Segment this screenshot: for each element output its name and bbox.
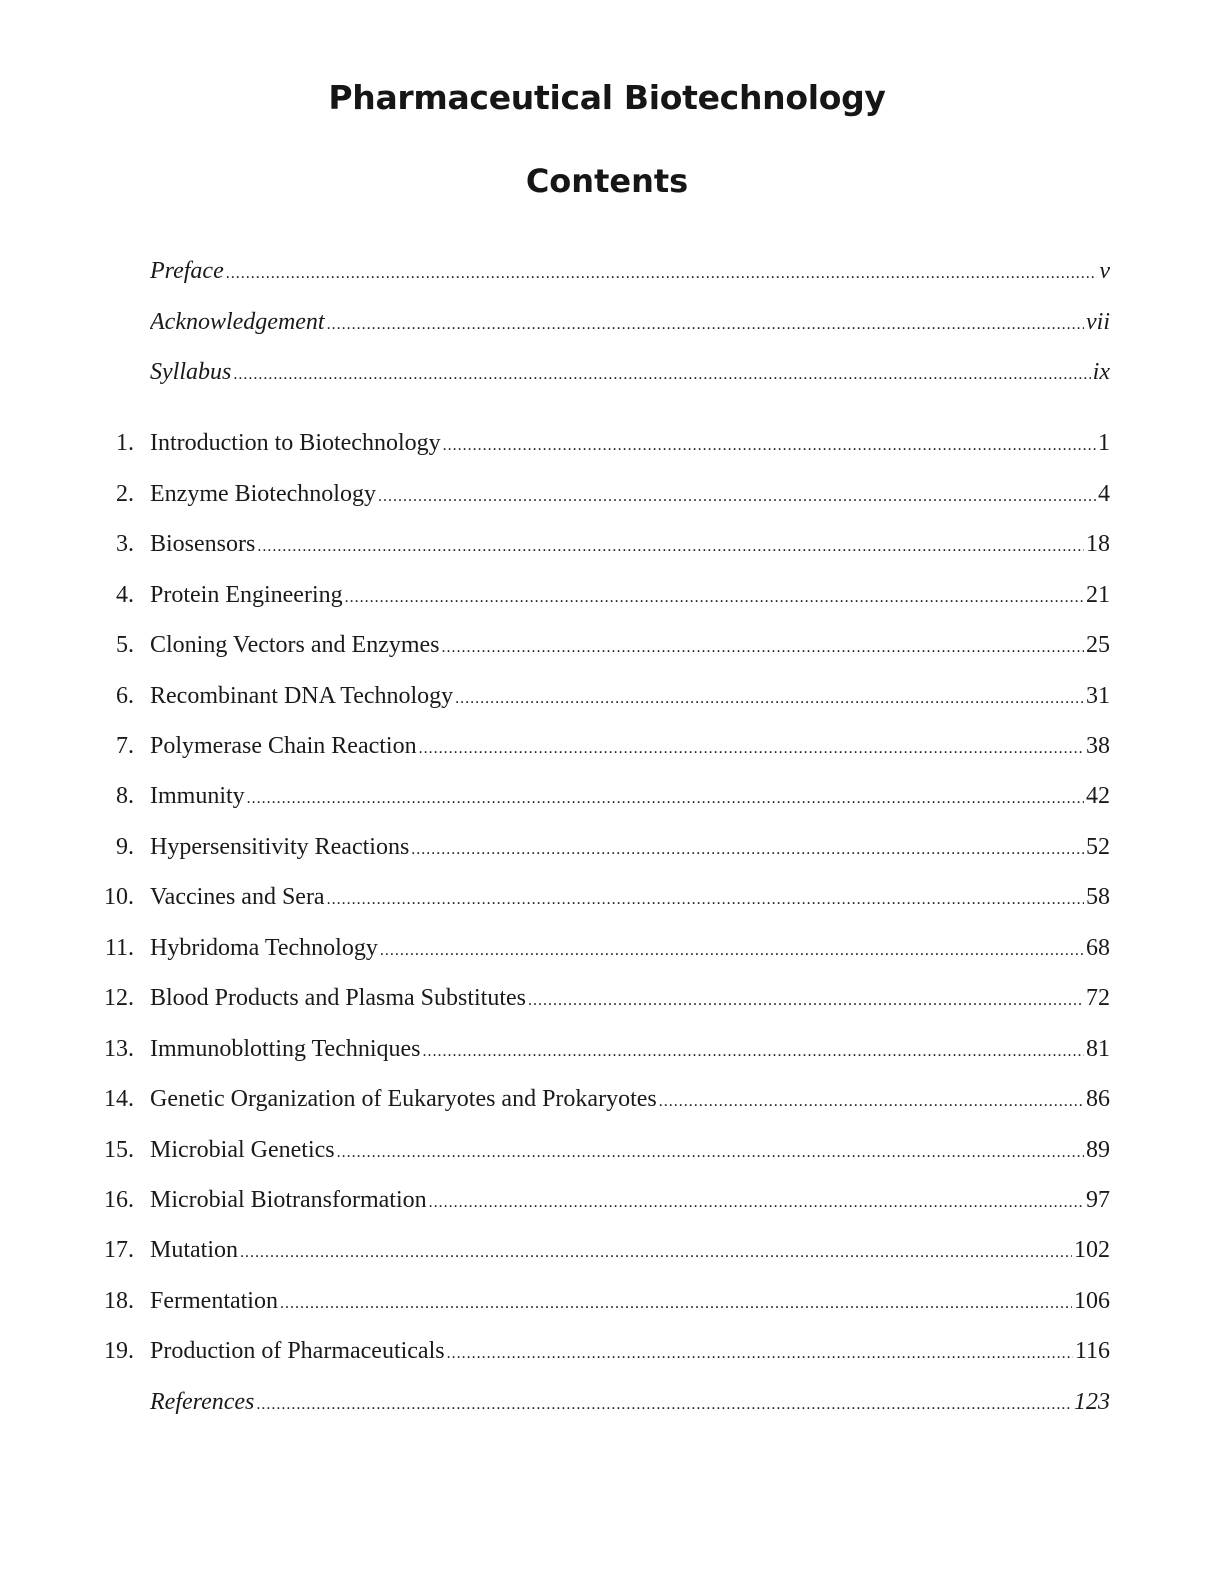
toc-entry-preface[interactable] — [96, 255, 1110, 287]
dot-leader — [659, 1086, 1084, 1115]
dot-leader — [380, 935, 1084, 964]
toc-entry-page: 116 — [1074, 1338, 1110, 1364]
chapter-number: 6. — [116, 683, 134, 709]
toc-entry-page: 52 — [1086, 834, 1110, 860]
chapter-number: 18. — [104, 1288, 134, 1314]
toc-entry-chapter[interactable] — [96, 427, 1110, 459]
toc-entry-page: 72 — [1086, 985, 1110, 1011]
toc-entry-page: 68 — [1086, 935, 1110, 961]
toc-entry-chapter[interactable] — [96, 528, 1110, 560]
chapter-number: 19. — [104, 1338, 134, 1364]
toc-entry-page: 31 — [1086, 683, 1110, 709]
toc-entry-title: Hybridoma Technology — [150, 935, 378, 961]
toc-entry-references[interactable] — [96, 1386, 1110, 1418]
toc-entry-syllabus[interactable] — [96, 356, 1110, 388]
toc-entry-chapter[interactable] — [96, 1335, 1110, 1367]
chapter-number: 16. — [104, 1187, 134, 1213]
chapter-number: 8. — [116, 783, 134, 809]
toc-entry-title: Immunity — [150, 783, 245, 809]
toc-entry-chapter[interactable] — [96, 1285, 1110, 1317]
toc-entry-page: 18 — [1086, 531, 1110, 557]
toc-entry-chapter[interactable] — [96, 932, 1110, 964]
toc-entry-chapter[interactable] — [96, 629, 1110, 661]
toc-entry-title: Acknowledgement — [150, 309, 325, 335]
dot-leader — [423, 1036, 1084, 1065]
toc-entry-page: ix — [1092, 359, 1110, 385]
toc-entry-page: 89 — [1086, 1137, 1110, 1163]
chapter-number: 9. — [116, 834, 134, 860]
dot-leader — [256, 1389, 1072, 1418]
toc-entry-title: Hypersensitivity Reactions — [150, 834, 410, 860]
dot-leader — [455, 683, 1084, 712]
chapter-number: 14. — [104, 1086, 134, 1112]
chapter-number: 11. — [104, 935, 134, 961]
chapter-number: 1. — [116, 430, 134, 456]
dot-leader — [280, 1288, 1072, 1317]
toc-entry-title: Preface — [150, 258, 224, 284]
toc-entry-title: Protein Engineering — [150, 582, 343, 608]
toc-entry-title: Immunoblotting Techniques — [150, 1036, 421, 1062]
dot-leader — [447, 1338, 1073, 1367]
chapter-number: 7. — [116, 733, 134, 759]
toc-entry-page: 97 — [1086, 1187, 1110, 1213]
toc-entry-title: Fermentation — [150, 1288, 278, 1314]
chapter-number: 2. — [116, 481, 134, 507]
dot-leader — [442, 632, 1084, 661]
chapter-number: 5. — [116, 632, 134, 658]
dot-leader — [233, 359, 1090, 388]
dot-leader — [226, 258, 1098, 287]
toc-entry-page: 102 — [1074, 1237, 1110, 1263]
toc-entry-page: v — [1099, 258, 1110, 284]
toc-entry-chapter[interactable] — [96, 831, 1110, 863]
toc-entry-chapter[interactable] — [96, 730, 1110, 762]
chapter-number: 13. — [104, 1036, 134, 1062]
chapter-number: 15. — [104, 1137, 134, 1163]
toc-entry-page: 123 — [1074, 1389, 1110, 1415]
toc-entry-title: Biosensors — [150, 531, 256, 557]
dot-leader — [429, 1187, 1084, 1216]
toc-entry-title: Vaccines and Sera — [150, 884, 325, 910]
toc-entry-chapter[interactable] — [96, 881, 1110, 913]
toc-entry-page: 58 — [1086, 884, 1110, 910]
dot-leader — [337, 1137, 1084, 1166]
book-title: Pharmaceutical Biotechnology — [328, 78, 886, 117]
toc-entry-chapter[interactable] — [96, 1184, 1110, 1216]
chapter-number: 12. — [104, 985, 134, 1011]
toc-entry-chapter[interactable] — [96, 1083, 1110, 1115]
toc-entry-chapter[interactable] — [96, 478, 1110, 510]
dot-leader — [240, 1237, 1072, 1266]
chapter-number: 3. — [116, 531, 134, 557]
toc-entry-title: Recombinant DNA Technology — [150, 683, 454, 709]
toc-entry-title: Mutation — [150, 1237, 238, 1263]
toc-entry-page: 81 — [1086, 1036, 1110, 1062]
dot-leader — [419, 733, 1084, 762]
toc-entry-page: 106 — [1074, 1288, 1110, 1314]
toc-entry-acknowledgement[interactable] — [96, 306, 1110, 338]
chapter-number: 10. — [104, 884, 134, 910]
dot-leader — [411, 834, 1084, 863]
dot-leader — [443, 430, 1096, 459]
toc-entry-title: Production of Pharmaceuticals — [150, 1338, 445, 1364]
toc-entry-chapter[interactable] — [96, 1033, 1110, 1065]
toc-entry-page: 25 — [1086, 632, 1110, 658]
toc-entry-page: 42 — [1086, 783, 1110, 809]
toc-entry-chapter[interactable] — [96, 780, 1110, 812]
contents-heading: Contents — [525, 162, 689, 200]
toc-entry-title: Microbial Biotransformation — [150, 1187, 427, 1213]
chapter-number: 4. — [116, 582, 134, 608]
toc-entry-title: Blood Products and Plasma Substitutes — [150, 985, 527, 1011]
toc-entry-chapter[interactable] — [96, 982, 1110, 1014]
dot-leader — [378, 481, 1096, 510]
toc-entry-page: 21 — [1086, 582, 1110, 608]
toc-entry-title: Enzyme Biotechnology — [150, 481, 376, 507]
dot-leader — [327, 884, 1084, 913]
dot-leader — [247, 783, 1084, 812]
toc-entry-title: Polymerase Chain Reaction — [150, 733, 417, 759]
toc-entry-chapter[interactable] — [96, 680, 1110, 712]
toc-entry-title: Syllabus — [150, 359, 232, 385]
toc-entry-page: 38 — [1086, 733, 1110, 759]
toc-entry-page: 86 — [1086, 1086, 1110, 1112]
toc-entry-page: vii — [1086, 309, 1110, 335]
chapter-number: 17. — [104, 1237, 134, 1263]
toc-entry-page: 1 — [1098, 430, 1110, 456]
toc-entry-title: Genetic Organization of Eukaryotes and Prokaryotes — [150, 1086, 657, 1112]
toc-entry-chapter[interactable] — [96, 579, 1110, 611]
toc-entry-chapter[interactable] — [96, 1234, 1110, 1266]
toc-entry-title: Cloning Vectors and Enzymes — [150, 632, 440, 658]
dot-leader — [327, 309, 1084, 338]
dot-leader — [257, 531, 1084, 560]
dot-leader — [528, 985, 1084, 1014]
toc-entry-page: 4 — [1098, 481, 1110, 507]
toc-entry-chapter[interactable] — [96, 1134, 1110, 1166]
toc-entry-title: Introduction to Biotechnology — [150, 430, 441, 456]
dot-leader — [345, 582, 1084, 611]
toc-entry-title: Microbial Genetics — [150, 1137, 335, 1163]
toc-entry-title: References — [150, 1389, 255, 1415]
